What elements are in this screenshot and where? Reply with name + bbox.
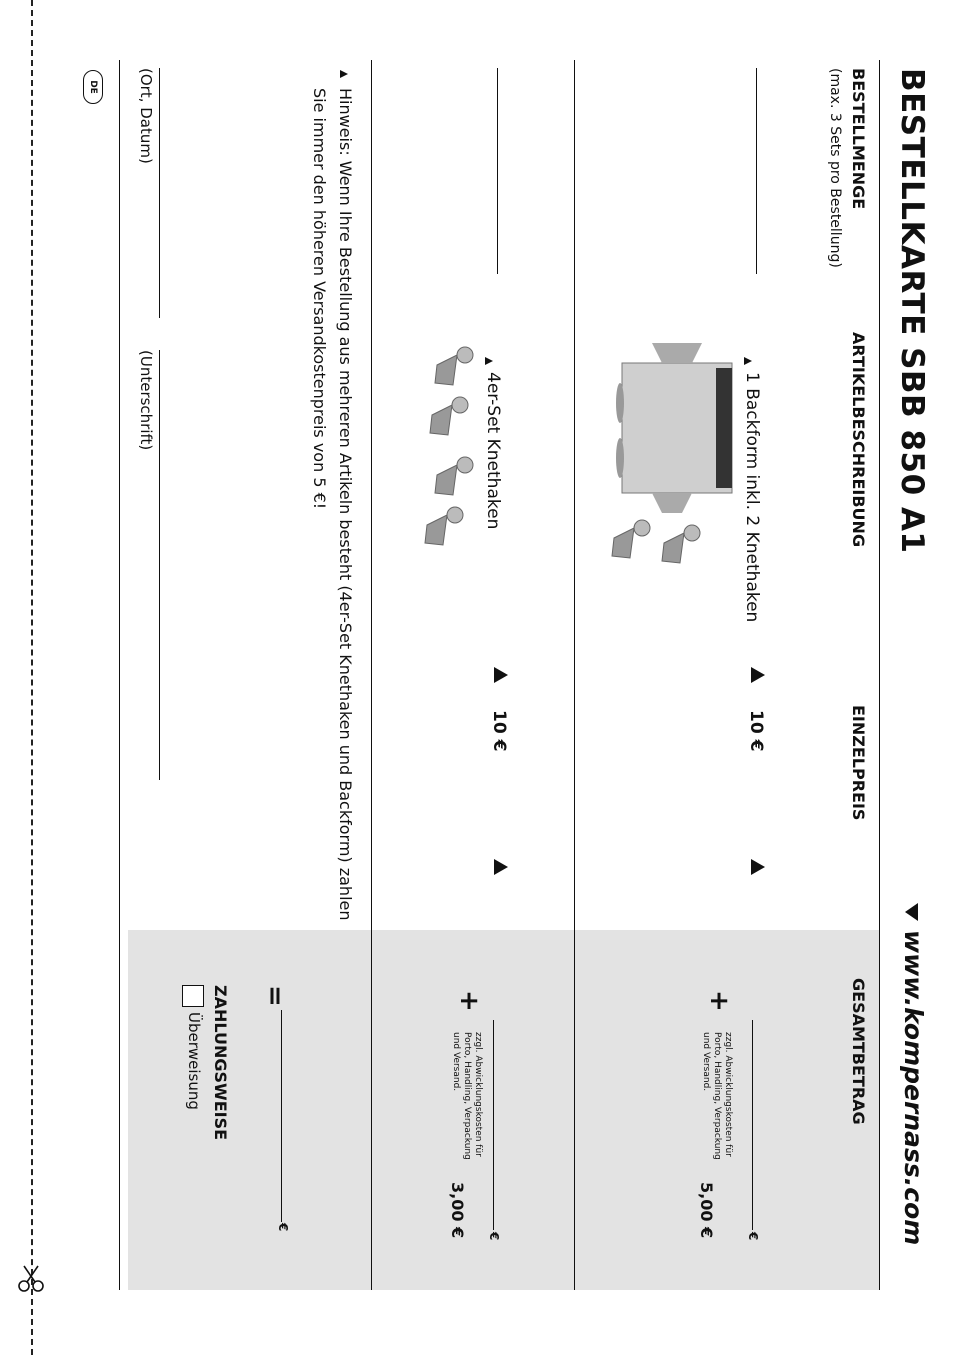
grand-total-equals: = — [260, 985, 290, 1007]
payment-heading: ZAHLUNGSWEISE — [211, 985, 230, 1141]
item-1-currency: € — [746, 1232, 760, 1241]
item-2-description: 4er-Set Knethaken — [483, 372, 503, 530]
order-card — [130, 60, 930, 1290]
signature-field[interactable] — [159, 350, 160, 780]
cut-line — [31, 0, 33, 1355]
total-column-background — [128, 930, 880, 1290]
header-total: GESAMTBETRAG — [849, 978, 868, 1125]
place-date-label: (Ort, Datum) — [137, 68, 155, 164]
item-1-plus: + — [704, 990, 734, 1012]
item-1-total-field[interactable] — [752, 1020, 753, 1230]
grand-total-field[interactable] — [281, 1010, 282, 1222]
scissors-icon — [16, 1264, 46, 1294]
language-badge — [83, 70, 103, 104]
item-1-unit-price: 10 € — [746, 710, 766, 752]
item-2-fee: 3,00 € — [448, 1182, 467, 1239]
quantity-field-1[interactable] — [756, 68, 757, 274]
item-2-unit-price: 10 € — [489, 710, 509, 752]
item-2-total-field[interactable] — [493, 1020, 494, 1230]
item-2-plus: + — [454, 990, 484, 1012]
item-1-description: 1 Backform inkl. 2 Knethaken — [742, 372, 762, 623]
grand-total-currency: € — [276, 1223, 290, 1232]
arrow-icon — [905, 903, 918, 921]
baking-pan-icon — [592, 343, 742, 603]
arrow-icon — [751, 667, 765, 683]
place-date-field[interactable] — [159, 68, 160, 318]
item-1-fee-note: zzgl. Abwicklungskosten für Porto, Handling, Verpackung und Versand. — [701, 1032, 733, 1160]
item-1-fee: 5,00 € — [697, 1182, 716, 1239]
header-quantity-note: (max. 3 Sets pro Bestellung) — [827, 68, 843, 268]
row-divider-2 — [371, 60, 372, 1290]
card-title: BESTELLKARTE SBB 850 A1 — [894, 68, 930, 554]
arrow-icon — [494, 667, 508, 683]
quantity-field-2[interactable] — [497, 68, 498, 274]
bullet-icon — [485, 357, 493, 365]
bullet-icon — [744, 357, 752, 365]
header-divider — [879, 60, 880, 1290]
signature-label: (Unterschrift) — [137, 350, 155, 451]
bullet-icon — [340, 70, 348, 78]
header-description: ARTIKELBESCHREIBUNG — [849, 332, 868, 548]
row-divider-3 — [119, 60, 120, 1290]
kneading-hooks-icon — [355, 335, 480, 595]
arrow-icon — [494, 859, 508, 875]
item-2-currency: € — [487, 1232, 501, 1241]
row-divider-1 — [574, 60, 575, 1290]
item-2-fee-note: zzgl. Abwicklungskosten für Porto, Handling, Verpackung und Versand. — [451, 1032, 483, 1160]
header-unit-price: EINZELPREIS — [849, 705, 868, 821]
website-link[interactable]: www.kompernass.com — [899, 930, 928, 1246]
shipping-note: Hinweis: Wenn Ihre Bestellung aus mehreren Artikeln besteht (4er-Set Knethaken und Backform) zahlen Sie immer den höheren Versandkostenpreis von 5 €! — [310, 88, 355, 921]
arrow-icon — [751, 859, 765, 875]
bank-transfer-label: Überweisung — [185, 1012, 203, 1110]
language-badge-text: DE — [88, 80, 98, 94]
header-quantity: BESTELLMENGE — [849, 68, 868, 210]
bank-transfer-checkbox[interactable] — [182, 985, 204, 1007]
